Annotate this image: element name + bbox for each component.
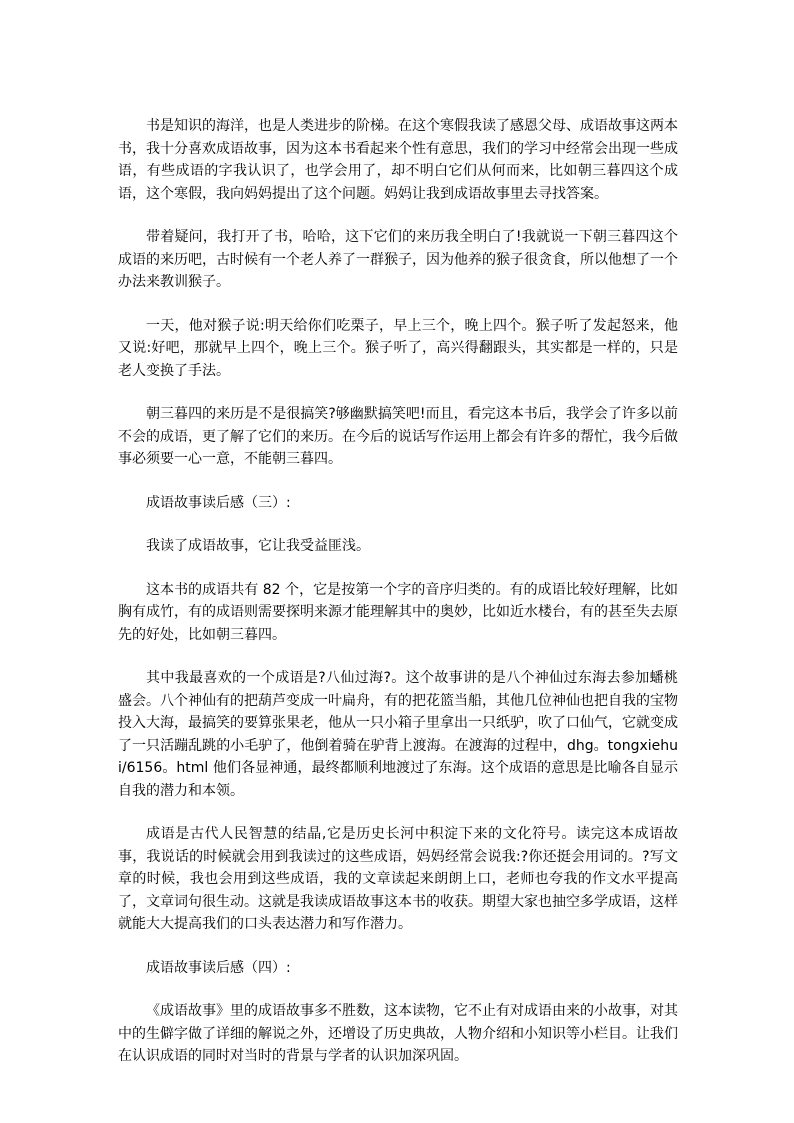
paragraph-wisdom: 成语是古代人民智慧的结晶,它是历史长河中积淀下来的文化符号。读完这本成语故事，我说话的时候就会用到我读过的这些成语，妈妈经常会说我:?你还挺会用词的。?写文章的时候，我也会用到这些成语，我的文章读起来朗朗上口，老师也夸我的作文水平提高了，文章词句很生动。这就是我读成语故事这本书的收获。期望大家也抽空多学成语，这样就能大大提高我们的口头表达潜力和写作潜力。	[118, 826, 678, 932]
section-heading-three: 成语故事读后感（三）:	[146, 494, 291, 511]
paragraph-book-features: 《成语故事》里的成语故事多不胜数，这本读物，它不止有对成语由来的小故事，对其中的生僻字做了详细的解说之外，还增设了历史典故，人物介绍和小知识等小栏目。让我们在认识成语的同时对当时的背景与学者的认识加深巩固。	[118, 1003, 678, 1064]
paragraph-origin: 带着疑问，我打开了书，哈哈，这下它们的来历我全明白了!我就说一下朝三暮四这个成语的来历吧，古时候有一个老人养了一群猴子，因为他养的猴子很贪食，所以他想了一个办法来教训猴子。	[118, 229, 678, 290]
paragraph-benefit: 我读了成语故事，它让我受益匪浅。	[146, 538, 370, 554]
paragraph-intro: 书是知识的海洋，也是人类进步的阶梯。在这个寒假我读了感恩父母、成语故事这两本书，我十分喜欢成语故事，因为这本书看起来个性有意思，我们的学习中经常会出现一些成语，有些成语的字我认识了，也学会用了，却不明白它们从何而来，比如朝三暮四这个成语，这个寒假，我向妈妈提出了这个问题。妈妈让我到成语故事里去寻找答案。	[118, 118, 678, 202]
paragraph-favorite-idiom: 其中我最喜欢的一个成语是?八仙过海?。这个故事讲的是八个神仙过东海去参加蟠桃盛会。八个神仙有的把葫芦变成一叶扁舟，有的把花篮当船，其他几位神仙也把自我的宝物投入大海，最搞笑的要算张果老，他从一只小箱子里拿出一只纸驴，吹了口仙气，它就变成了一只活蹦乱跳的小毛驴了，他倒着骑在驴背上渡海。在渡海的过程中，dhg。tongxiehui/6156。html 他们各显神通，最终都顺利地渡过了东海。这个成语的意思是比喻各自显示自我的潜力和本领。	[118, 670, 678, 799]
section-heading-four: 成语故事读后感（四）:	[146, 959, 291, 976]
paragraph-story: 一天，他对猴子说:明天给你们吃栗子，早上三个，晚上四个。猴子听了发起怒来，他又说:好吧，那就早上四个，晚上三个。猴子听了，高兴得翻跟头，其实都是一样的，只是老人变换了手法。	[118, 317, 678, 379]
document-body	[118, 115, 678, 1089]
paragraph-book-content: 这本书的成语共有 82 个，它是按第一个字的音序归类的。有的成语比较好理解，比如胸有成竹，有的成语则需要探明来源才能理解其中的奥妙，比如近水楼台，有的甚至失去原先的好处，比如朝三暮四。	[118, 581, 678, 643]
paragraph-reflection: 朝三暮四的来历是不是很搞笑?够幽默搞笑吧!而且，看完这本书后，我学会了许多以前不会的成语，更了解了它们的来历。在今后的说话写作运用上都会有许多的帮忙，我今后做事必须要一心一意，不能朝三暮四。	[118, 406, 678, 467]
